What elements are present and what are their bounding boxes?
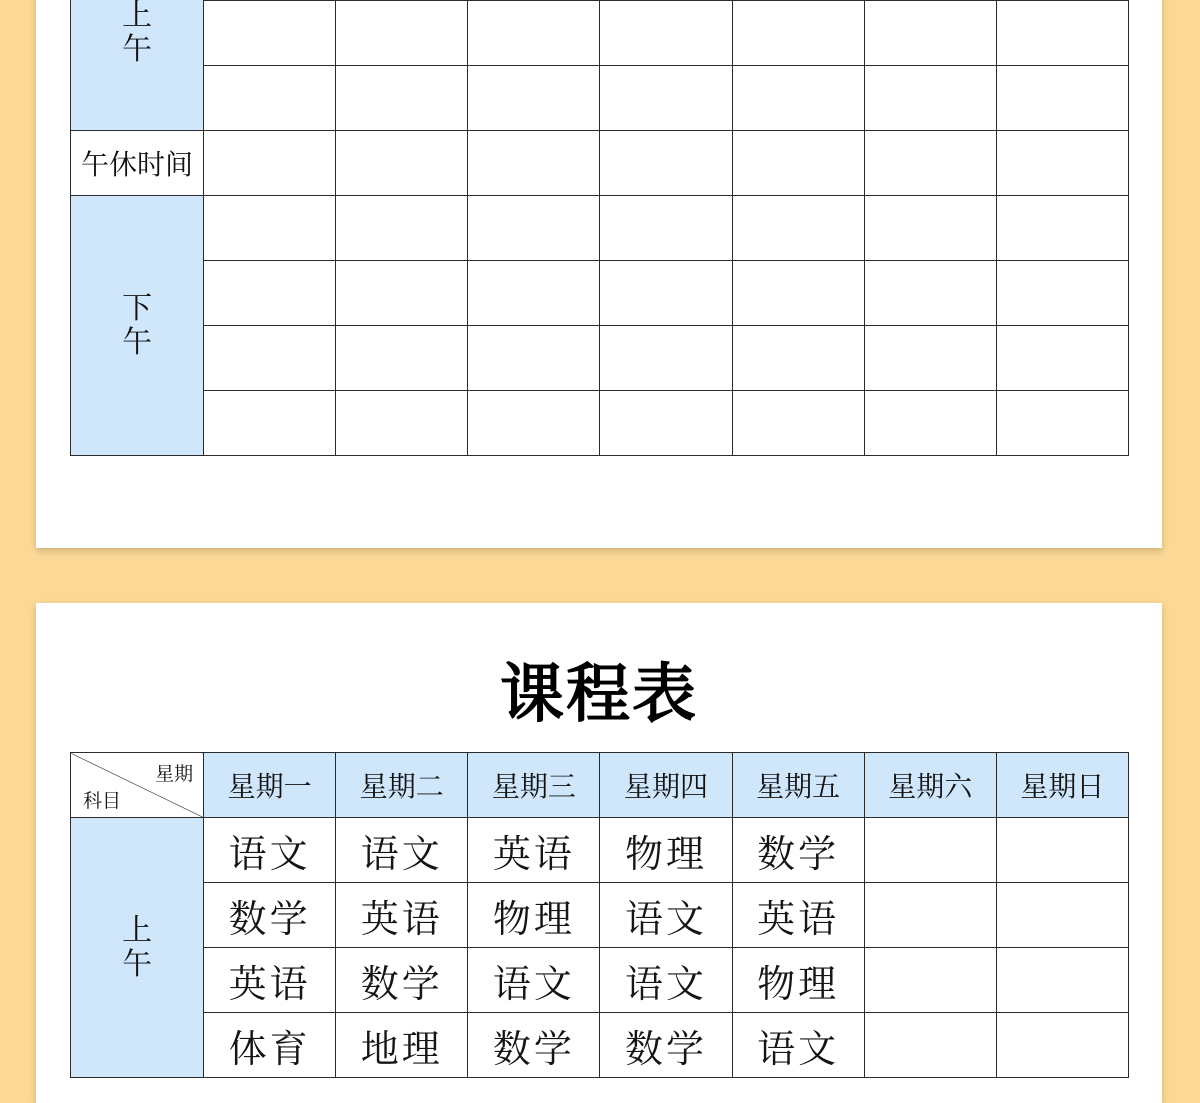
table-cell[interactable]: [864, 391, 996, 456]
table-cell[interactable]: [732, 66, 864, 131]
table-cell[interactable]: [732, 196, 864, 261]
subject-cell[interactable]: [996, 948, 1128, 1013]
table-cell[interactable]: [336, 261, 468, 326]
afternoon-label-cell: [71, 196, 204, 456]
table-cell[interactable]: [600, 196, 732, 261]
corner-subject-label: 科目: [83, 790, 122, 812]
table-row: [71, 818, 1129, 883]
subject-cell[interactable]: [996, 818, 1128, 883]
table-cell[interactable]: [996, 326, 1128, 391]
table-cell[interactable]: [336, 326, 468, 391]
header-row: [71, 753, 1129, 818]
table-cell[interactable]: [336, 66, 468, 131]
table-cell[interactable]: [600, 66, 732, 131]
day-header: 星期日: [996, 753, 1128, 818]
corner-header: [71, 753, 204, 818]
table-cell[interactable]: [468, 196, 600, 261]
table-cell[interactable]: [600, 131, 732, 196]
subject-cell[interactable]: 数学: [204, 883, 336, 948]
table-cell[interactable]: [732, 391, 864, 456]
table-cell[interactable]: [204, 1, 336, 66]
table-cell[interactable]: [864, 326, 996, 391]
afternoon-label-char: 午: [122, 324, 153, 360]
table-cell[interactable]: [468, 66, 600, 131]
subject-cell[interactable]: [864, 818, 996, 883]
table-row: [71, 66, 1129, 131]
day-header: 星期三: [468, 753, 600, 818]
table-cell[interactable]: [864, 196, 996, 261]
table-row: [71, 391, 1129, 456]
corner-weekday-label: 星期: [155, 763, 194, 785]
table-row: [71, 948, 1129, 1013]
subject-cell[interactable]: [864, 1013, 996, 1078]
subject-cell[interactable]: 地理: [336, 1013, 468, 1078]
table-cell[interactable]: [204, 391, 336, 456]
table-cell[interactable]: [864, 261, 996, 326]
blank-timetable-card: [36, 0, 1162, 548]
noon-break-label: 午休时间: [71, 131, 204, 196]
day-header: 星期五: [732, 753, 864, 818]
table-cell[interactable]: [996, 66, 1128, 131]
table-row: [71, 326, 1129, 391]
subject-cell[interactable]: 英语: [732, 883, 864, 948]
table-row: [71, 1, 1129, 66]
afternoon-label-char: 下: [122, 290, 153, 326]
table-cell[interactable]: [468, 261, 600, 326]
subject-cell[interactable]: 数学: [468, 1013, 600, 1078]
table-cell[interactable]: [732, 131, 864, 196]
subject-cell[interactable]: 数学: [732, 818, 864, 883]
table-row: [71, 883, 1129, 948]
table-cell[interactable]: [468, 391, 600, 456]
table-row: [71, 131, 1129, 196]
subject-cell[interactable]: 语文: [732, 1013, 864, 1078]
day-header: 星期一: [204, 753, 336, 818]
table-cell[interactable]: [336, 1, 468, 66]
table-cell[interactable]: [732, 261, 864, 326]
subject-cell[interactable]: 数学: [600, 1013, 732, 1078]
table-cell[interactable]: [204, 196, 336, 261]
table-cell[interactable]: [996, 196, 1128, 261]
table-cell[interactable]: [336, 131, 468, 196]
morning-label-char: 午: [122, 946, 153, 982]
subject-cell[interactable]: 物理: [600, 818, 732, 883]
table-cell[interactable]: [204, 326, 336, 391]
table-cell[interactable]: [336, 391, 468, 456]
morning-label-cell: [71, 0, 204, 131]
table-cell[interactable]: [468, 131, 600, 196]
subject-cell[interactable]: 物理: [468, 883, 600, 948]
subject-cell[interactable]: 数学: [336, 948, 468, 1013]
morning-label-char: 午: [122, 32, 153, 67]
table-cell[interactable]: [732, 326, 864, 391]
table-cell[interactable]: [468, 326, 600, 391]
subject-cell[interactable]: [864, 948, 996, 1013]
table-cell[interactable]: [204, 131, 336, 196]
day-header: 星期六: [864, 753, 996, 818]
subject-cell[interactable]: 英语: [336, 883, 468, 948]
table-cell[interactable]: [204, 66, 336, 131]
table-row: [71, 1013, 1129, 1078]
table-cell[interactable]: [864, 1, 996, 66]
subject-cell[interactable]: 体育: [204, 1013, 336, 1078]
table-cell[interactable]: [864, 131, 996, 196]
subject-cell[interactable]: [996, 883, 1128, 948]
day-header: 星期二: [336, 753, 468, 818]
morning-label-char: 上: [122, 912, 153, 948]
morning-label-char: 上: [122, 0, 153, 33]
subject-cell[interactable]: [864, 883, 996, 948]
table-cell[interactable]: [996, 391, 1128, 456]
subject-cell[interactable]: 语文: [600, 948, 732, 1013]
day-header: 星期四: [600, 753, 732, 818]
table-cell[interactable]: [996, 261, 1128, 326]
schedule-table: [70, 752, 1129, 1078]
schedule-card: [36, 603, 1162, 1103]
subject-cell[interactable]: 语文: [204, 818, 336, 883]
subject-cell[interactable]: 物理: [732, 948, 864, 1013]
subject-cell[interactable]: 语文: [336, 818, 468, 883]
subject-cell[interactable]: 语文: [600, 883, 732, 948]
table-cell[interactable]: [600, 391, 732, 456]
table-cell[interactable]: [864, 66, 996, 131]
table-cell[interactable]: [600, 1, 732, 66]
blank-timetable: [70, 0, 1129, 456]
subject-cell[interactable]: 语文: [468, 948, 600, 1013]
table-cell[interactable]: [996, 131, 1128, 196]
subject-cell[interactable]: 英语: [204, 948, 336, 1013]
table-cell[interactable]: [336, 196, 468, 261]
table-cell[interactable]: [996, 1, 1128, 66]
table-cell[interactable]: [468, 1, 600, 66]
subject-cell[interactable]: 英语: [468, 818, 600, 883]
table-cell[interactable]: [732, 1, 864, 66]
morning-label-cell: [71, 818, 204, 1078]
subject-cell[interactable]: [996, 1013, 1128, 1078]
table-cell[interactable]: [600, 261, 732, 326]
table-row: [71, 196, 1129, 261]
table-row: [71, 261, 1129, 326]
table-cell[interactable]: [204, 261, 336, 326]
table-cell[interactable]: [600, 326, 732, 391]
page-title: 课程表: [500, 658, 698, 732]
